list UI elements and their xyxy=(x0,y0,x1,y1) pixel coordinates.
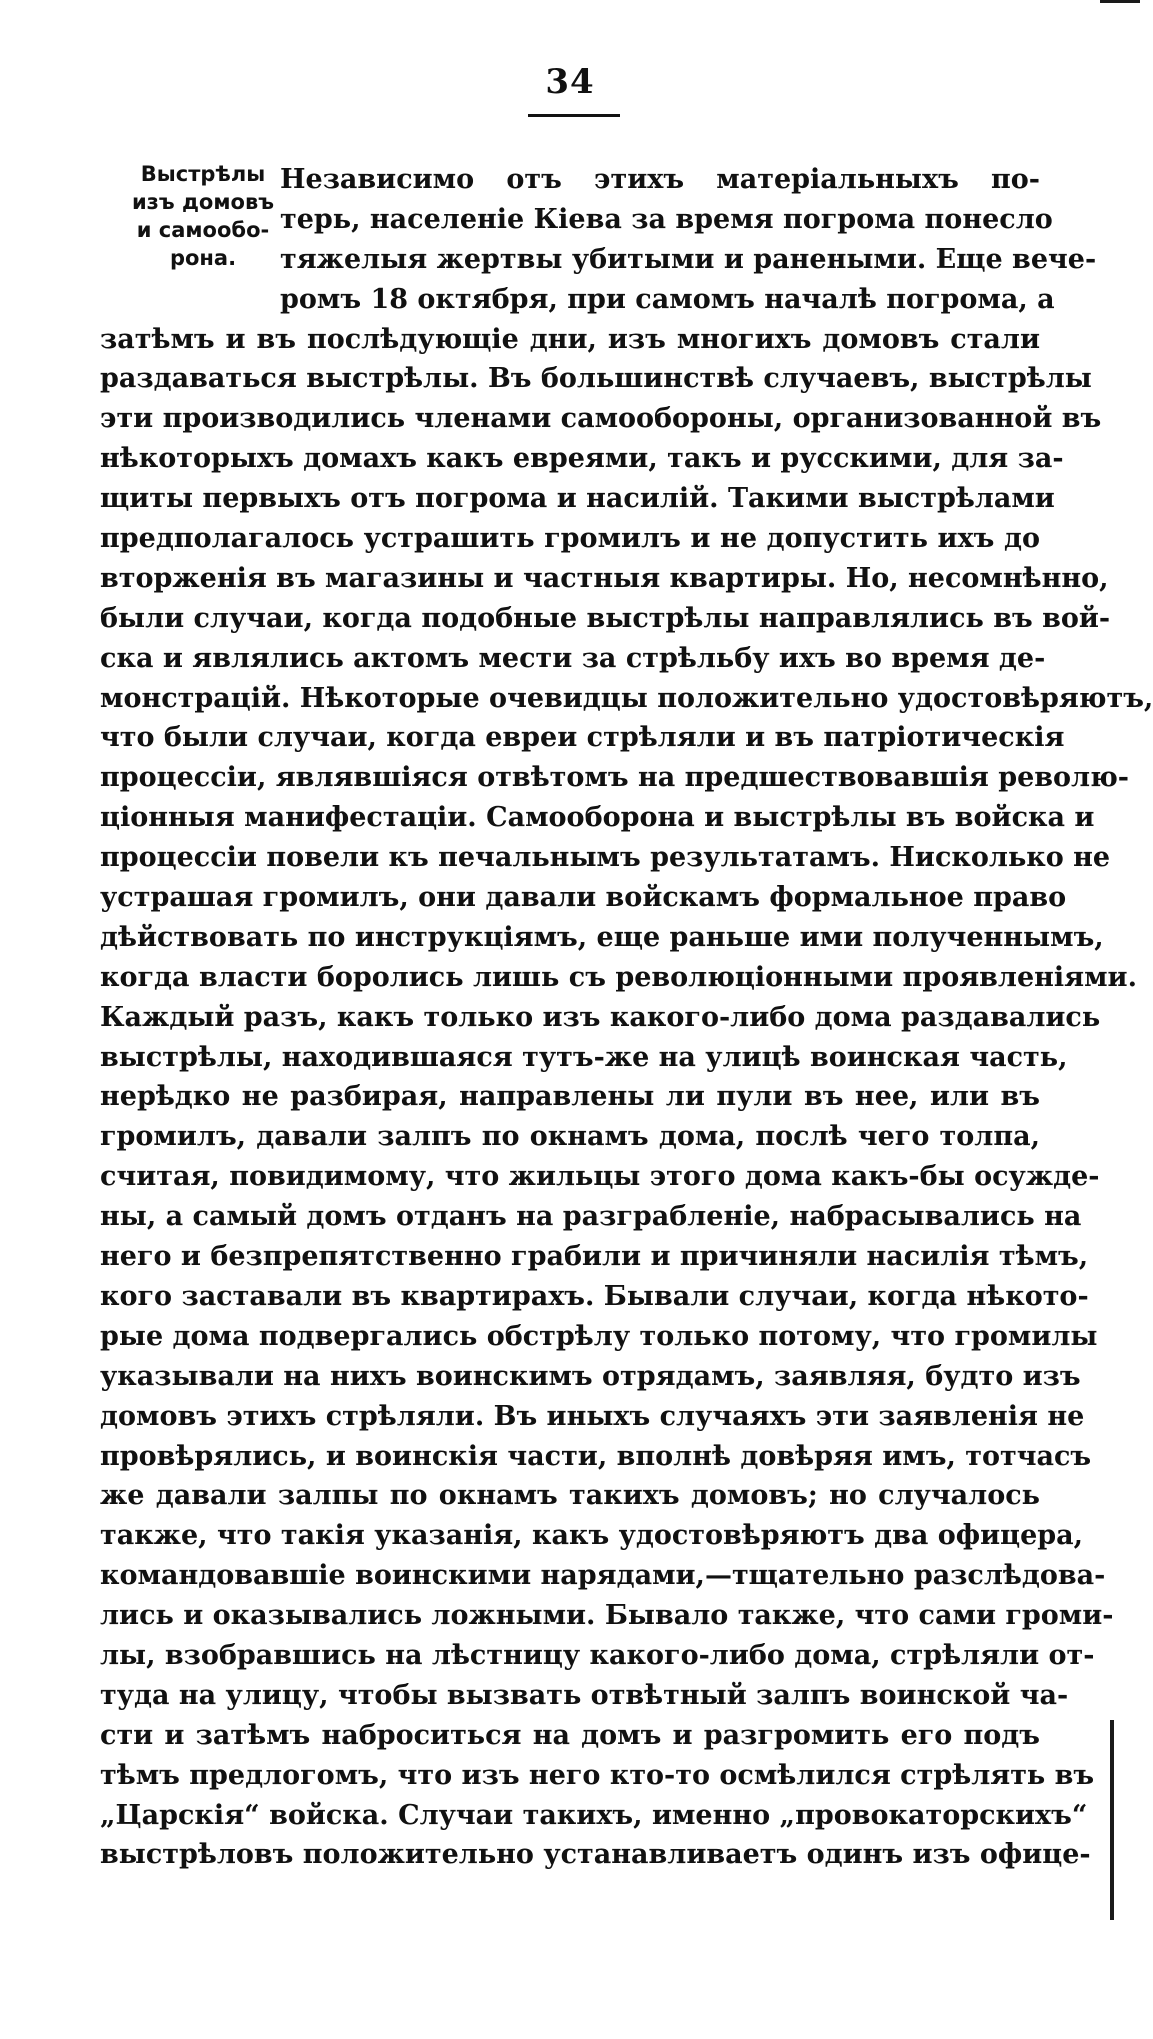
text-line: эти производились членами самообороны, организованной въ xyxy=(100,403,1102,435)
text-line: ромъ 18 октября, при самомъ началѣ погрома, а xyxy=(280,283,1055,315)
text-line: тѣмъ предлогомъ, что изъ него кто-то осмѣлился стрѣлять въ xyxy=(100,1759,1095,1791)
text-line: ны, а самый домъ отданъ на разграбленіе, набрасывались на xyxy=(100,1201,1082,1233)
text-line: командовавшіе воинскими нарядами,—тщательно разслѣдова- xyxy=(100,1560,1106,1592)
text-line: же давали залпы по окнамъ такихъ домовъ; но случалось xyxy=(100,1480,1040,1512)
text-line: щиты первыхъ отъ погрома и насилій. Такими выстрѣлами xyxy=(100,483,1055,515)
page-edge-mark xyxy=(1110,1720,1114,1920)
text-line: Каждый разъ, какъ только изъ какого-либо дома раздавались xyxy=(100,1001,1101,1033)
text-line: предполагалось устрашить громилъ и не допустить ихъ до xyxy=(100,523,1040,555)
text-line: раздаваться выстрѣлы. Въ большинствѣ случаевъ, выстрѣлы xyxy=(100,363,1092,395)
text-line: процессіи, являвшіяся отвѣтомъ на предшествовавшія револю- xyxy=(100,762,1129,794)
text-line: терь, населеніе Кіева за время погрома понесло xyxy=(280,203,1053,235)
text-line: процессіи повели къ печальнымъ результатамъ. Нисколько не xyxy=(100,842,1111,874)
page-number: 34 xyxy=(545,62,595,102)
text-line: лы, взобравшись на лѣстницу какого-либо дома, стрѣляли от- xyxy=(100,1639,1095,1671)
text-line: дѣйствовать по инструкціямъ, еще раньше ими полученнымъ, xyxy=(100,921,1104,953)
text-line: устрашая громилъ, они давали войскамъ формальное право xyxy=(100,882,1067,914)
text-line: были случаи, когда подобные выстрѣлы направлялись въ вой- xyxy=(100,602,1111,634)
text-line: громилъ, давали залпъ по окнамъ дома, послѣ чего толпа, xyxy=(100,1121,1040,1153)
text-line: выстрѣловъ положительно устанавливаетъ одинъ изъ офице- xyxy=(100,1839,1091,1871)
text-line: вторженія въ магазины и частныя квартиры. Но, несомнѣнно, xyxy=(100,562,1109,594)
text-line: него и безпрепятственно грабили и причиняли насилія тѣмъ, xyxy=(100,1241,1089,1273)
text-line: затѣмъ и въ послѣдующіе дни, изъ многихъ домовъ стали xyxy=(100,323,1040,355)
text-line: сти и затѣмъ наброситься на домъ и разгромить его подъ xyxy=(100,1719,1040,1751)
text-line: ціонныя манифестаціи. Самооборона и выстрѣлы въ войска и xyxy=(100,802,1095,834)
text-line: ска и являлись актомъ мести за стрѣльбу ихъ во время де- xyxy=(100,642,1046,674)
text-line: нерѣдко не разбирая, направлены ли пули въ нее, или въ xyxy=(100,1081,1040,1113)
body-text xyxy=(100,160,1153,1875)
text-line: кого заставали въ квартирахъ. Бывали случаи, когда нѣкото- xyxy=(100,1280,1089,1312)
margin-note-line: изъ домовъ xyxy=(131,190,275,214)
text-line: тяжелыя жертвы убитыми и ранеными. Еще вече- xyxy=(280,243,1097,275)
text-line: домовъ этихъ стрѣляли. Въ иныхъ случаяхъ эти заявленія не xyxy=(100,1400,1085,1432)
text-line: нѣкоторыхъ домахъ какъ евреями, такъ и русскими, для за- xyxy=(100,443,1064,475)
text-line: рые дома подвергались обстрѣлу только потому, что громилы xyxy=(100,1320,1098,1352)
margin-note-line: и самообо- xyxy=(136,218,270,242)
text-line: считая, повидимому, что жильцы этого дома какъ-бы осужде- xyxy=(100,1161,1100,1193)
text-line: „Царскія“ войска. Случаи такихъ, именно „провокаторскихъ“ xyxy=(100,1799,1088,1831)
text-line: что были случаи, когда евреи стрѣляли и въ патріотическія xyxy=(100,722,1065,754)
text-line: указывали на нихъ воинскимъ отрядамъ, заявляя, будто изъ xyxy=(100,1360,1081,1392)
margin-note-line: Выстрѣлы xyxy=(140,162,266,186)
text-line: лись и оказывались ложными. Бывало также, что сами громи- xyxy=(100,1600,1114,1632)
text-line: когда власти боролись лишь съ революціонными проявленіями. xyxy=(100,961,1137,993)
text-line: провѣрялись, и воинскія части, вполнѣ довѣряя имъ, тотчасъ xyxy=(100,1440,1092,1472)
text-line: туда на улицу, чтобы вызвать отвѣтный залпъ воинской ча- xyxy=(100,1679,1069,1711)
page-edge-shadow xyxy=(1100,0,1140,3)
page-number-rule xyxy=(528,114,620,117)
text-line: также, что такія указанія, какъ удостовѣряютъ два офицера, xyxy=(100,1520,1084,1552)
margin-note-line: рона. xyxy=(169,246,237,270)
text-line: Независимо отъ этихъ матеріальныхъ по- xyxy=(280,164,1040,195)
text-line: выстрѣлы, находившаяся тутъ-же на улицѣ воинская часть, xyxy=(100,1041,1068,1073)
text-line: монстрацій. Нѣкоторые очевидцы положительно удостовѣряютъ, xyxy=(100,682,1153,714)
